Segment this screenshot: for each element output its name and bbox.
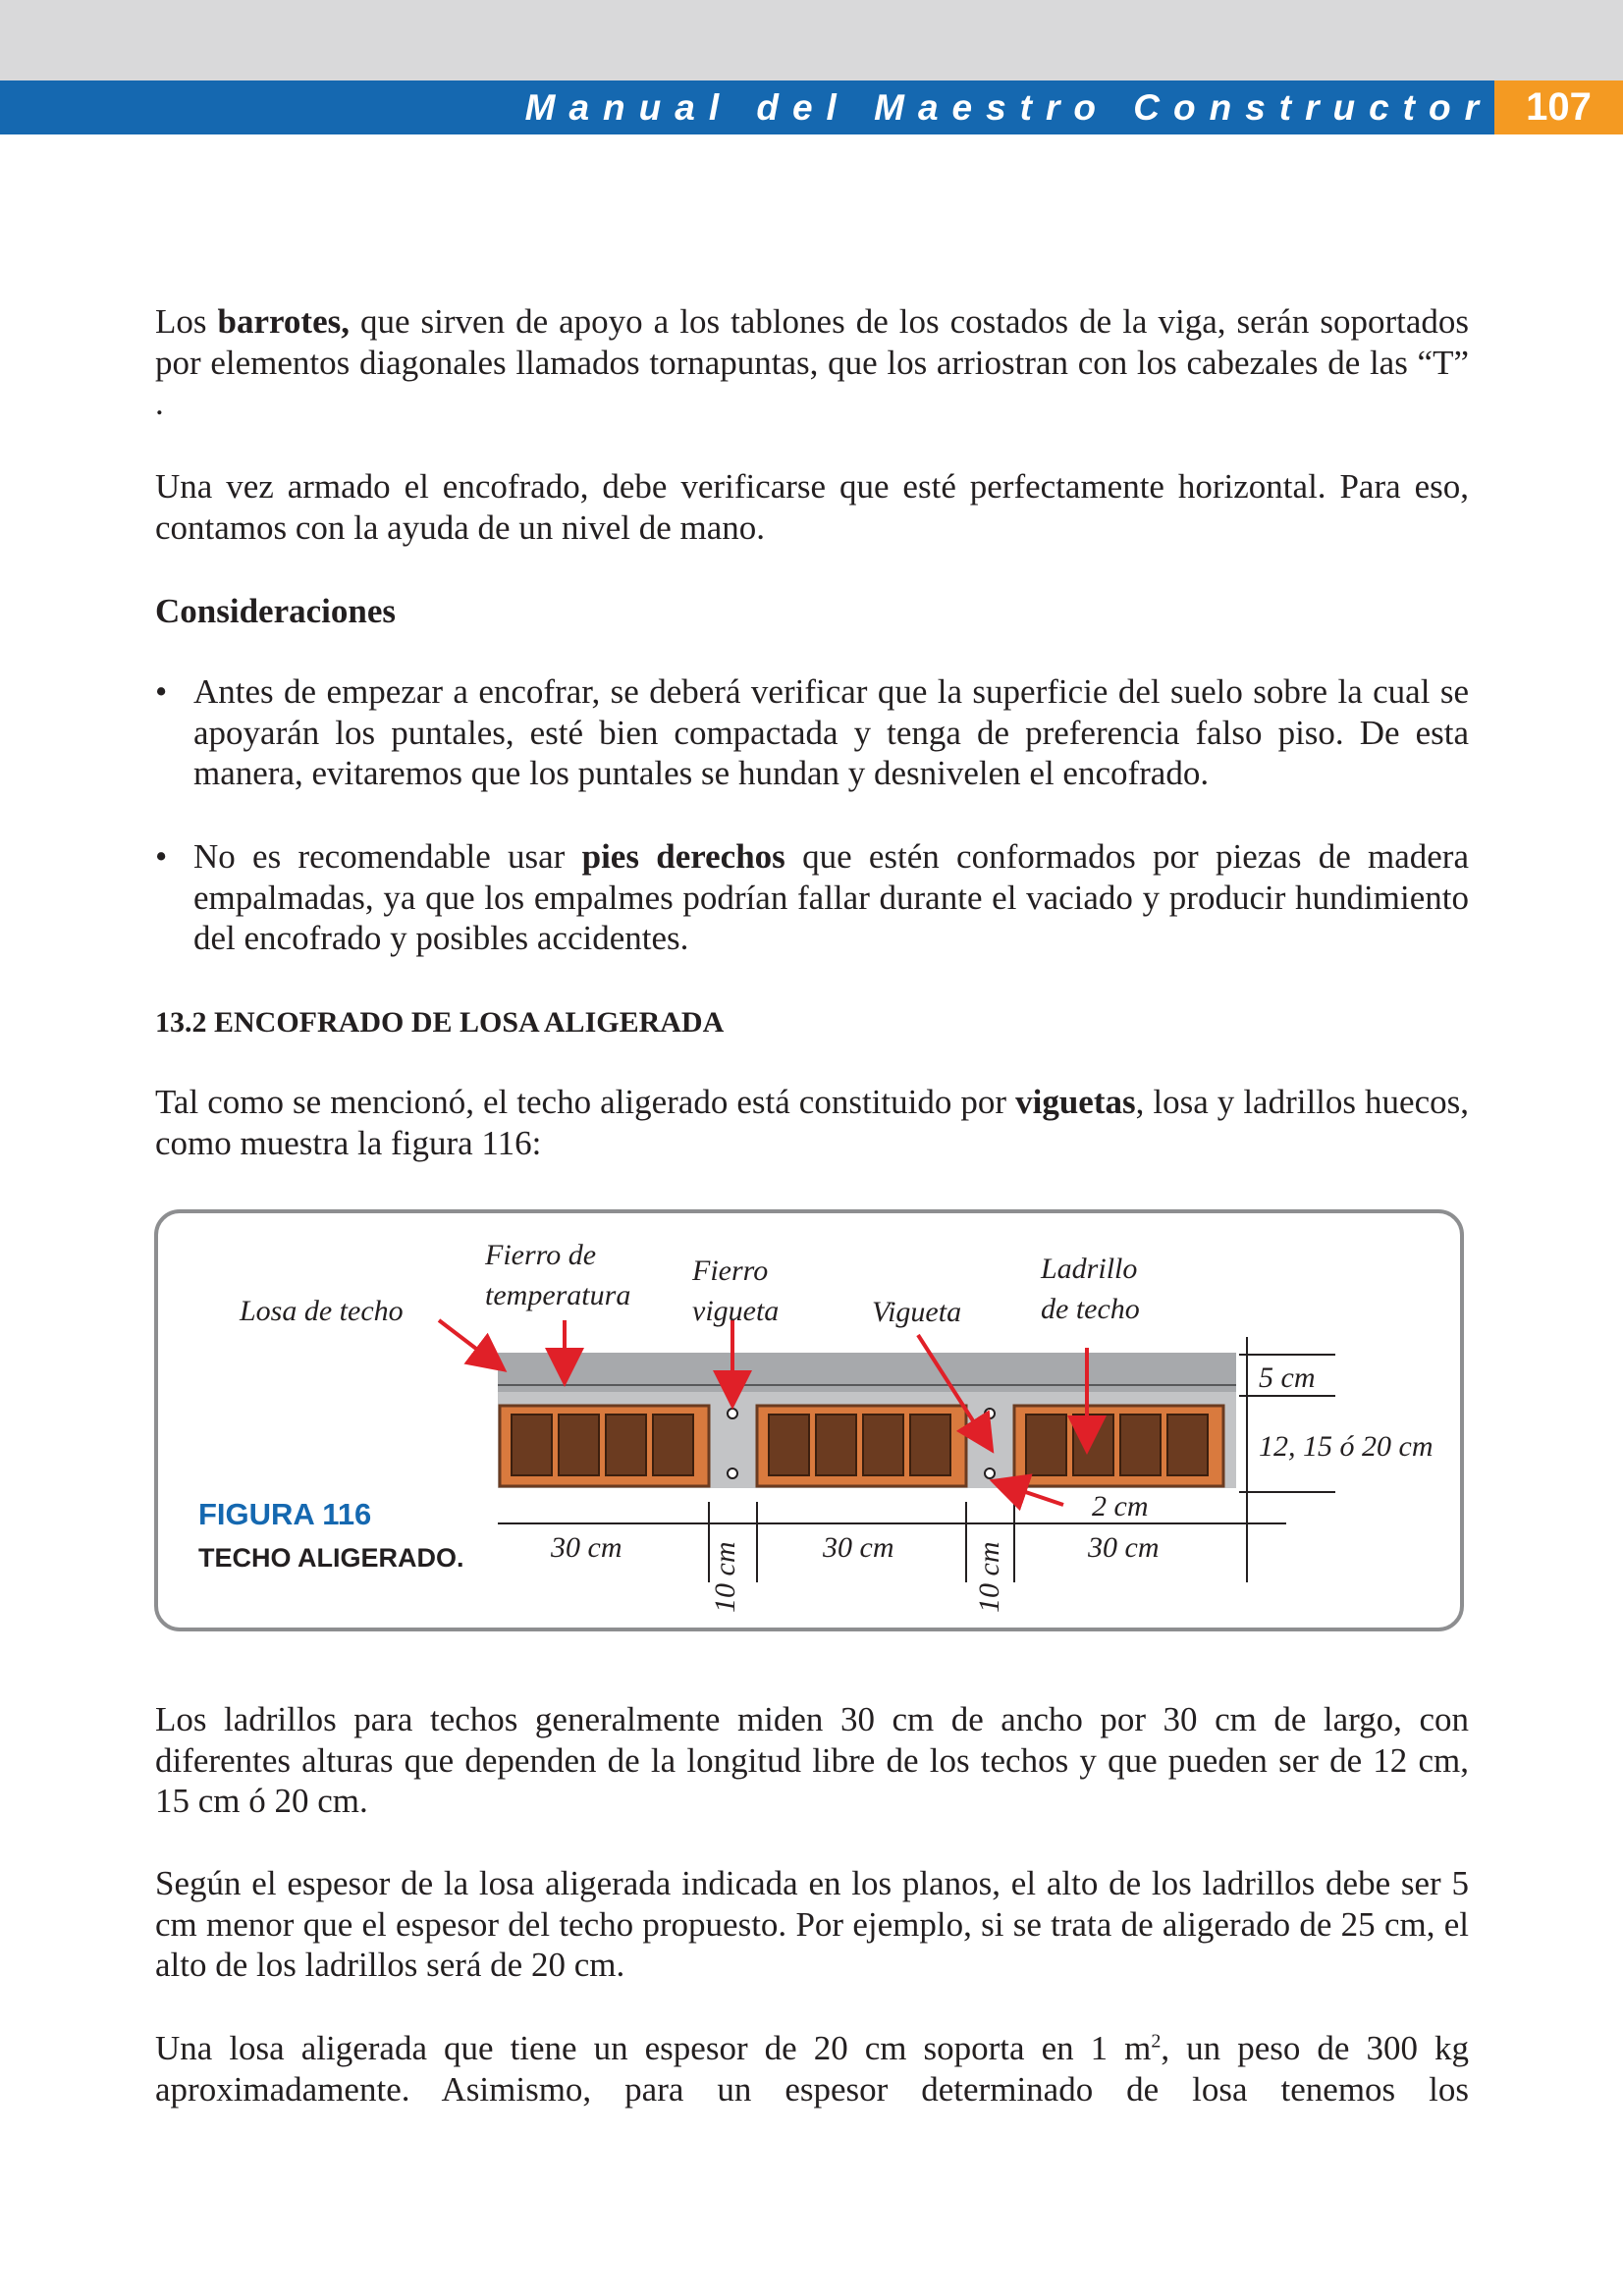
joist-rebar bbox=[728, 1468, 737, 1478]
paragraph-espesor-losa: Según el espesor de la losa aligerada indicada en los planos, el alto de los ladrillos debe ser 5 cm menor que el espesor del techo propuesto. Por ejemplo, si se trata de aligerado de 25 cm, el alto de los ladrillos será de 20 cm. bbox=[155, 1864, 1469, 1984]
paragraph-peso-losa: Una losa aligerada que tiene un espesor de 20 cm soporta en 1 $m^2$, un peso de 300 kg aproximadamente. Asimismo, para un espesor determinado de losa tenemos los bbox=[155, 2029, 1469, 2109]
label-fierro-temperatura-2: temperatura bbox=[485, 1279, 631, 1311]
label-losa-de-techo: Losa de techo bbox=[240, 1295, 404, 1327]
paragraph-barrotes: Los barrotes, que sirven de apoyo a los tablones de los costados de la viga, serán soportados por elementos diagonales llamados tornapuntas, que los arriostran con los cabezales de las “T” . bbox=[155, 302, 1470, 422]
label-ladrillo-2: de techo bbox=[1041, 1293, 1140, 1325]
label-fierro-vigueta-2: vigueta bbox=[692, 1295, 780, 1327]
label-ladrillo-1: Ladrillo bbox=[1041, 1253, 1138, 1285]
considerations-heading: Consideraciones bbox=[155, 592, 396, 630]
label-dim-30cm-c: 30 cm bbox=[1088, 1531, 1160, 1564]
section-heading: 13.2 ENCOFRADO DE LOSA ALIGERADA bbox=[155, 1006, 725, 1039]
joist-rebar bbox=[728, 1409, 737, 1418]
label-dim-30cm-a: 30 cm bbox=[551, 1531, 622, 1564]
bullet-text: Antes de empezar a encofrar, se deberá verificar que la superficie del suelo sobre la cual se apoyarán los puntales, esté bien compactada y tenga de preferencia falso piso. De esta manera, evitaremos que los puntales se hundan y desnivelen el encofrado. bbox=[193, 672, 1469, 792]
paragraph-ladrillos-medidas: Los ladrillos para techos generalmente miden 30 cm de ancho por 30 cm de largo, con diferentes alturas que dependen de la longitud libre de los techos y que pueden ser de 12 cm, 15 cm ó 20 cm. bbox=[155, 1700, 1469, 1820]
brick-3 bbox=[1014, 1406, 1223, 1486]
brick-2 bbox=[757, 1406, 966, 1486]
label-fierro-temperatura-1: Fierro de bbox=[485, 1239, 597, 1271]
label-dim-30cm-b: 30 cm bbox=[823, 1531, 894, 1564]
label-dim-10cm-a: 10 cm bbox=[709, 1541, 741, 1613]
paragraph-verificar-horizontal: Una vez armado el encofrado, debe verificarse que esté perfectamente horizontal. Para eso, contamos con la ayuda de un nivel de mano. bbox=[155, 467, 1469, 547]
bullet-icon: • bbox=[155, 837, 168, 876]
label-dim-2cm: 2 cm bbox=[1092, 1490, 1149, 1522]
book-title: Manual del Maestro Constructor bbox=[524, 87, 1492, 128]
arrow-losa bbox=[439, 1320, 501, 1367]
label-vigueta: Vigueta bbox=[872, 1296, 962, 1328]
label-fierro-vigueta-1: Fierro bbox=[692, 1255, 769, 1287]
page-number: 107 bbox=[1494, 80, 1623, 134]
bullet-icon: • bbox=[155, 672, 168, 711]
label-dim-10cm-b: 10 cm bbox=[973, 1541, 1005, 1613]
figure-caption-number: FIGURA 116 bbox=[198, 1497, 372, 1531]
paragraph-techo-aligerado: Tal como se mencionó, el techo aligerado está constituido por viguetas, losa y ladrillos huecos, como muestra la figura 116: bbox=[155, 1083, 1469, 1162]
figure-caption-title: TECHO ALIGERADO. bbox=[198, 1543, 464, 1573]
joist-rebar bbox=[985, 1409, 995, 1418]
label-dim-5cm: 5 cm bbox=[1259, 1362, 1316, 1394]
label-dim-height: 12, 15 ó 20 cm bbox=[1259, 1430, 1434, 1463]
bullet-text: No es recomendable usar pies derechos que estén conformados por piezas de madera empalmadas, ya que los empalmes podrían fallar durante el vaciado y producir hundimiento del encofrado y posibles accidentes. bbox=[193, 837, 1469, 957]
brick-1 bbox=[500, 1406, 709, 1486]
joist-rebar bbox=[985, 1468, 995, 1478]
